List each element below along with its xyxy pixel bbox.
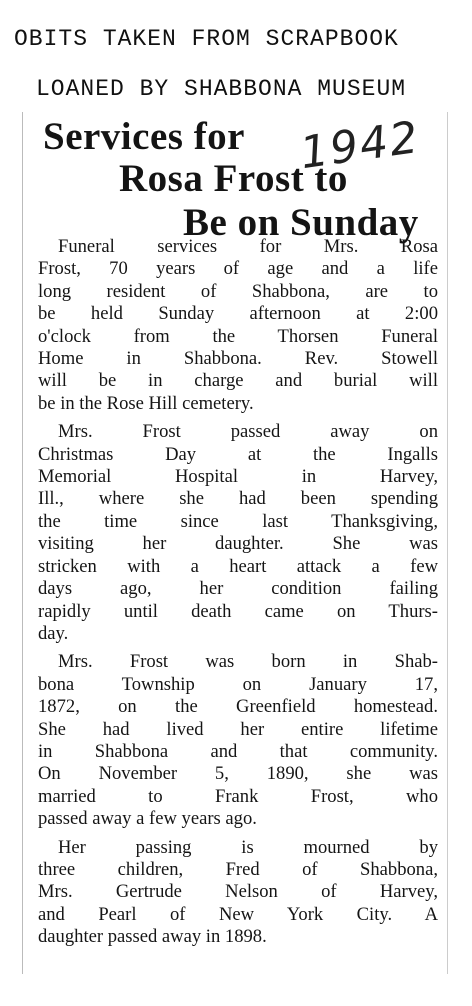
article-line: Home in Shabbona. Rev. Stowell [38,348,438,370]
article-line: rapidly until death came on Thurs- [38,600,438,622]
article-line: Ill., where she had been spending [38,488,438,510]
article-line: Frost, 70 years of age and a life [38,258,438,280]
article-line: Mrs. Frost passed away on [58,421,438,443]
article-line: Mrs. Frost was born in Shab- [58,651,438,673]
article-line: Memorial Hospital in Harvey, [38,466,438,488]
article-line: three children, Fred of Shabbona, [38,858,438,880]
scrapbook-header-line-2: LOANED BY SHABBONA MUSEUM [36,76,407,102]
scrapbook-header-line-1: OBITS TAKEN FROM SCRAPBOOK [14,26,399,52]
article-line: visiting her daughter. She was [38,533,438,555]
article-line: passed away a few years ago. [38,808,257,830]
obituary-article-body [38,236,438,949]
article-line: Her passing is mourned by [58,836,438,858]
headline-line-1: Services for [43,115,245,158]
article-line: 1872, on the Greenfield homestead. [38,696,438,718]
article-line: Funeral services for Mrs. Rosa [58,236,438,257]
article-line: the time since last Thanksgiving, [38,510,438,532]
handwritten-year: 1942 [297,111,423,180]
article-line: She had lived her entire lifetime [38,718,438,740]
article-paragraph [38,837,438,949]
article-paragraph [38,236,438,415]
article-line: married to Frank Frost, who [38,785,438,807]
article-line: long resident of Shabbona, are to [38,280,438,302]
article-line: Christmas Day at the Ingalls [38,443,438,465]
article-line: be held Sunday afternoon at 2:00 [38,303,438,325]
headline-line-3: Be on Sunday [183,201,419,244]
article-line: day. [38,622,69,644]
article-line: be in the Rose Hill cemetery. [38,392,254,414]
article-line: stricken with a heart attack a few [38,555,438,577]
article-line: days ago, her condition failing [38,578,438,600]
article-line: in Shabbona and that community. [38,740,438,762]
article-paragraph [38,651,438,830]
article-line: Mrs. Gertrude Nelson of Harvey, [38,881,438,903]
article-line: and Pearl of New York City. A [38,903,438,925]
article-line: o'clock from the Thorsen Funeral [38,325,438,347]
headline-line-2: Rosa Frost to [119,157,348,200]
article-paragraph [38,421,438,645]
article-line: will be in charge and burial will [38,370,438,392]
article-line: On November 5, 1890, she was [38,763,438,785]
article-line: daughter passed away in 1898. [38,926,267,948]
article-line: bona Township on January 17, [38,673,438,695]
